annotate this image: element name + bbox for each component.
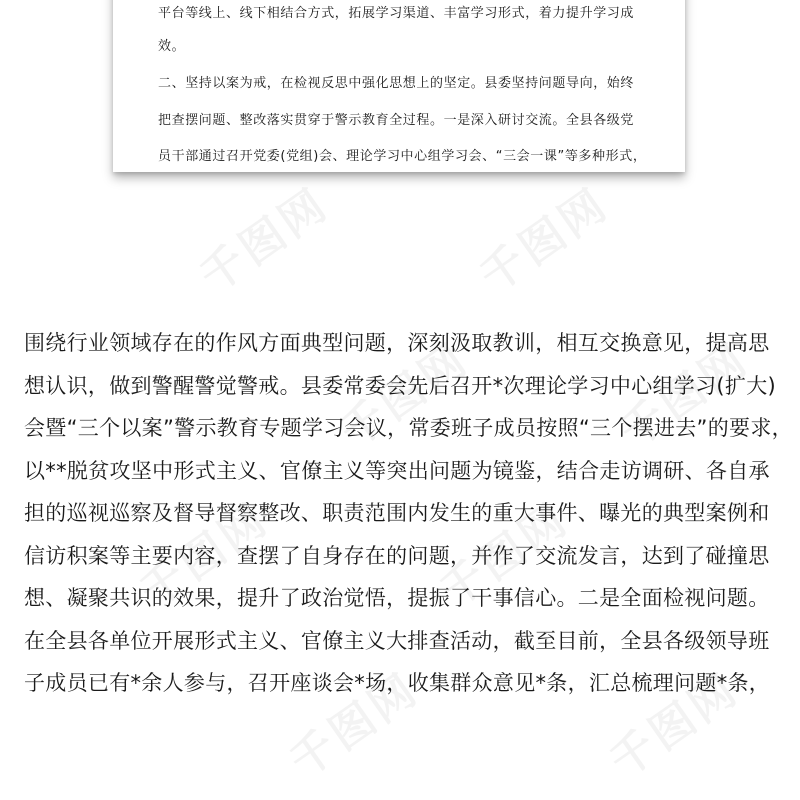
body-line: 担的巡视巡察及督导督察整改、职责范围内发生的重大事件、曝光的典型案例和 xyxy=(24,501,770,525)
card-line: 平台等线上、线下相结合方式，拓展学习渠道、丰富学习形式，着力提升学习成 xyxy=(158,6,635,21)
body-line: 子成员已有*余人参与，召开座谈会*场，收集群众意见*条，汇总梳理问题*条， xyxy=(24,671,771,695)
watermark-logo: 千图网 xyxy=(130,493,279,618)
watermark-logo: 千图网 xyxy=(190,178,339,303)
watermark-logo: 千图网 xyxy=(470,178,619,303)
watermark-logo: 千图网 xyxy=(430,493,579,618)
watermark-logo: 千图网 xyxy=(600,663,749,788)
document-body-text xyxy=(24,322,793,705)
watermark-logo: 千图网 xyxy=(280,663,429,788)
watermark-logo: 千图网 xyxy=(330,333,479,458)
body-line: 信访积案等主要内容，查摆了自身存在的问题，并作了交流发言，达到了碰撞思 xyxy=(24,543,770,568)
body-line: 以**脱贫攻坚中形式主义、官僚主义等突出问题为镜鉴，结合走访调研、各自承 xyxy=(24,458,770,483)
card-line: 把查摆问题、整改落实贯穿于警示教育全过程。一是深入研讨交流。全县各级党 xyxy=(158,113,635,128)
body-line: 会暨“三个以案”警示教育专题学习会议，常委班子成员按照“三个摆进去”的要求， xyxy=(24,416,793,440)
body-line: 围绕行业领域存在的作风方面典型问题，深刻汲取教训，相互交换意见，提高思 xyxy=(24,331,770,355)
body-line: 在全县各单位开展形式主义、官僚主义大排查活动，截至目前，全县各级领导班 xyxy=(24,628,770,653)
card-line: 二、坚持以案为戒，在检视反思中强化思想上的坚定。县委坚持问题导向，始终 xyxy=(158,76,635,91)
watermark-logo: 千图网 xyxy=(610,333,759,458)
body-line: 想认识，做到警醒警觉警戒。县委常委会先后召开*次理论学习中心组学习(扩大) xyxy=(24,373,776,398)
body-line: 想、凝聚共识的效果，提升了政治觉悟，提振了干事信心。二是全面检视问题。 xyxy=(24,586,770,610)
card-line: 员干部通过召开党委(党组)会、理论学习中心组学习会、“三会一课”等多种形式， xyxy=(158,149,647,164)
card-line: 效。 xyxy=(158,39,186,54)
